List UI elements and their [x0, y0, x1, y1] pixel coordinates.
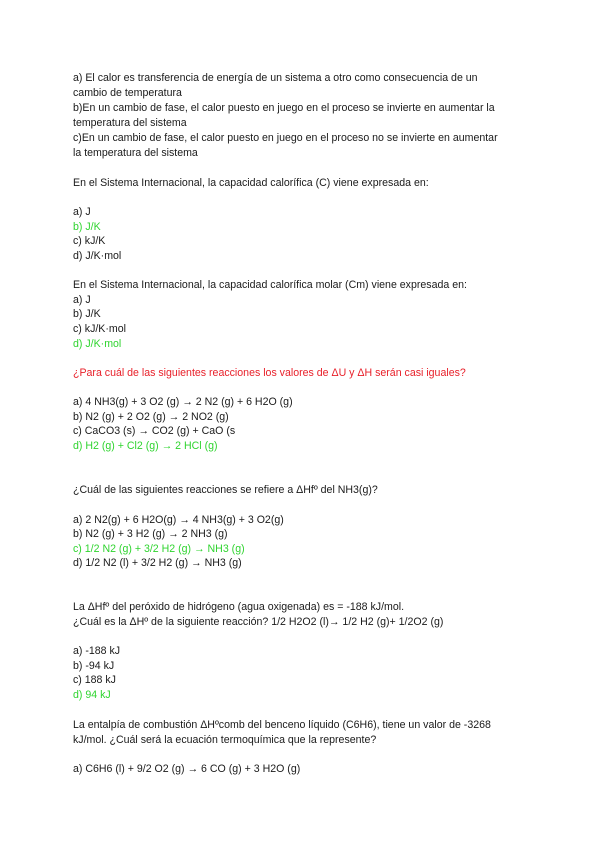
- question-4-text: ¿Cuál de las siguientes reacciones se refiere a ΔHfº del NH3(g)?: [73, 484, 378, 496]
- question-5-option-d-correct: d) 94 kJ: [73, 689, 111, 701]
- question-4-option-d: d) 1/2 N2 (l) + 3/2 H2 (g) → NH3 (g): [73, 557, 242, 569]
- question-3-option-d-correct: d) H2 (g) + Cl2 (g) → 2 HCl (g): [73, 440, 218, 452]
- question-1-text: En el Sistema Internacional, la capacidad calorífica (C) viene expresada en:: [73, 177, 429, 189]
- question-5-option-a: a) -188 kJ: [73, 645, 121, 657]
- question-4-option-a: a) 2 N2(g) + 6 H2O(g) → 4 NH3(g) + 3 O2(g): [73, 514, 284, 526]
- question-1-option-a: a) J: [73, 206, 91, 218]
- statement-a-line2: cambio de temperatura: [73, 87, 182, 99]
- question-2-option-d-correct: d) J/K·mol: [73, 338, 122, 350]
- statement-a-line1: a) El calor es transferencia de energía de un sistema a otro como consecuencia de un: [73, 72, 478, 84]
- question-5-text-line1: La ΔHfº del peróxido de hidrógeno (agua oxigenada) es = -188 kJ/mol.: [73, 601, 405, 613]
- question-3-option-b: b) N2 (g) + 2 O2 (g) → 2 NO2 (g): [73, 411, 229, 423]
- question-1-option-b-correct: b) J/K: [73, 221, 101, 233]
- question-6-text-line2: kJ/mol. ¿Cuál será la ecuación termoquímica que la represente?: [73, 734, 377, 746]
- statement-b-line1: b)En un cambio de fase, el calor puesto en juego en el proceso se invierte en aumentar la: [73, 102, 495, 114]
- question-1-option-d: d) J/K·mol: [73, 250, 122, 262]
- question-6-option-a: a) C6H6 (l) + 9/2 O2 (g) → 6 CO (g) + 3 H2O (g): [73, 763, 301, 775]
- question-6-text-line1: La entalpía de combustión ΔHºcomb del benceno líquido (C6H6), tiene un valor de -3268: [73, 719, 491, 731]
- statement-c-line1: c)En un cambio de fase, el calor puesto en juego en el proceso no se invierte en aumentar: [73, 132, 498, 144]
- question-3-text: ¿Para cuál de las siguientes reacciones los valores de ΔU y ΔH serán casi iguales?: [73, 367, 466, 379]
- question-1-option-c: c) kJ/K: [73, 235, 106, 247]
- question-5-option-b: b) -94 kJ: [73, 660, 115, 672]
- statement-c-line2: la temperatura del sistema: [73, 147, 198, 159]
- question-2-option-b: b) J/K: [73, 308, 101, 320]
- question-3-option-c: c) CaCO3 (s) → CO2 (g) + CaO (s: [73, 425, 236, 437]
- question-5-option-c: c) 188 kJ: [73, 674, 116, 686]
- question-3-option-a: a) 4 NH3(g) + 3 O2 (g) → 2 N2 (g) + 6 H2O (g): [73, 396, 293, 408]
- question-5-text-line2: ¿Cuál es la ΔHº de la siguiente reacción? 1/2 H2O2 (l)→ 1/2 H2 (g)+ 1/2O2 (g): [73, 616, 444, 628]
- statement-b-line2: temperatura del sistema: [73, 117, 187, 129]
- question-2-text: En el Sistema Internacional, la capacidad calorífica molar (Cm) viene expresada en:: [73, 279, 467, 291]
- question-2-option-a: a) J: [73, 294, 91, 306]
- question-2-option-c: c) kJ/K·mol: [73, 323, 126, 335]
- question-4-option-b: b) N2 (g) + 3 H2 (g) → 2 NH3 (g): [73, 528, 228, 540]
- question-4-option-c-correct: c) 1/2 N2 (g) + 3/2 H2 (g) → NH3 (g): [73, 543, 245, 555]
